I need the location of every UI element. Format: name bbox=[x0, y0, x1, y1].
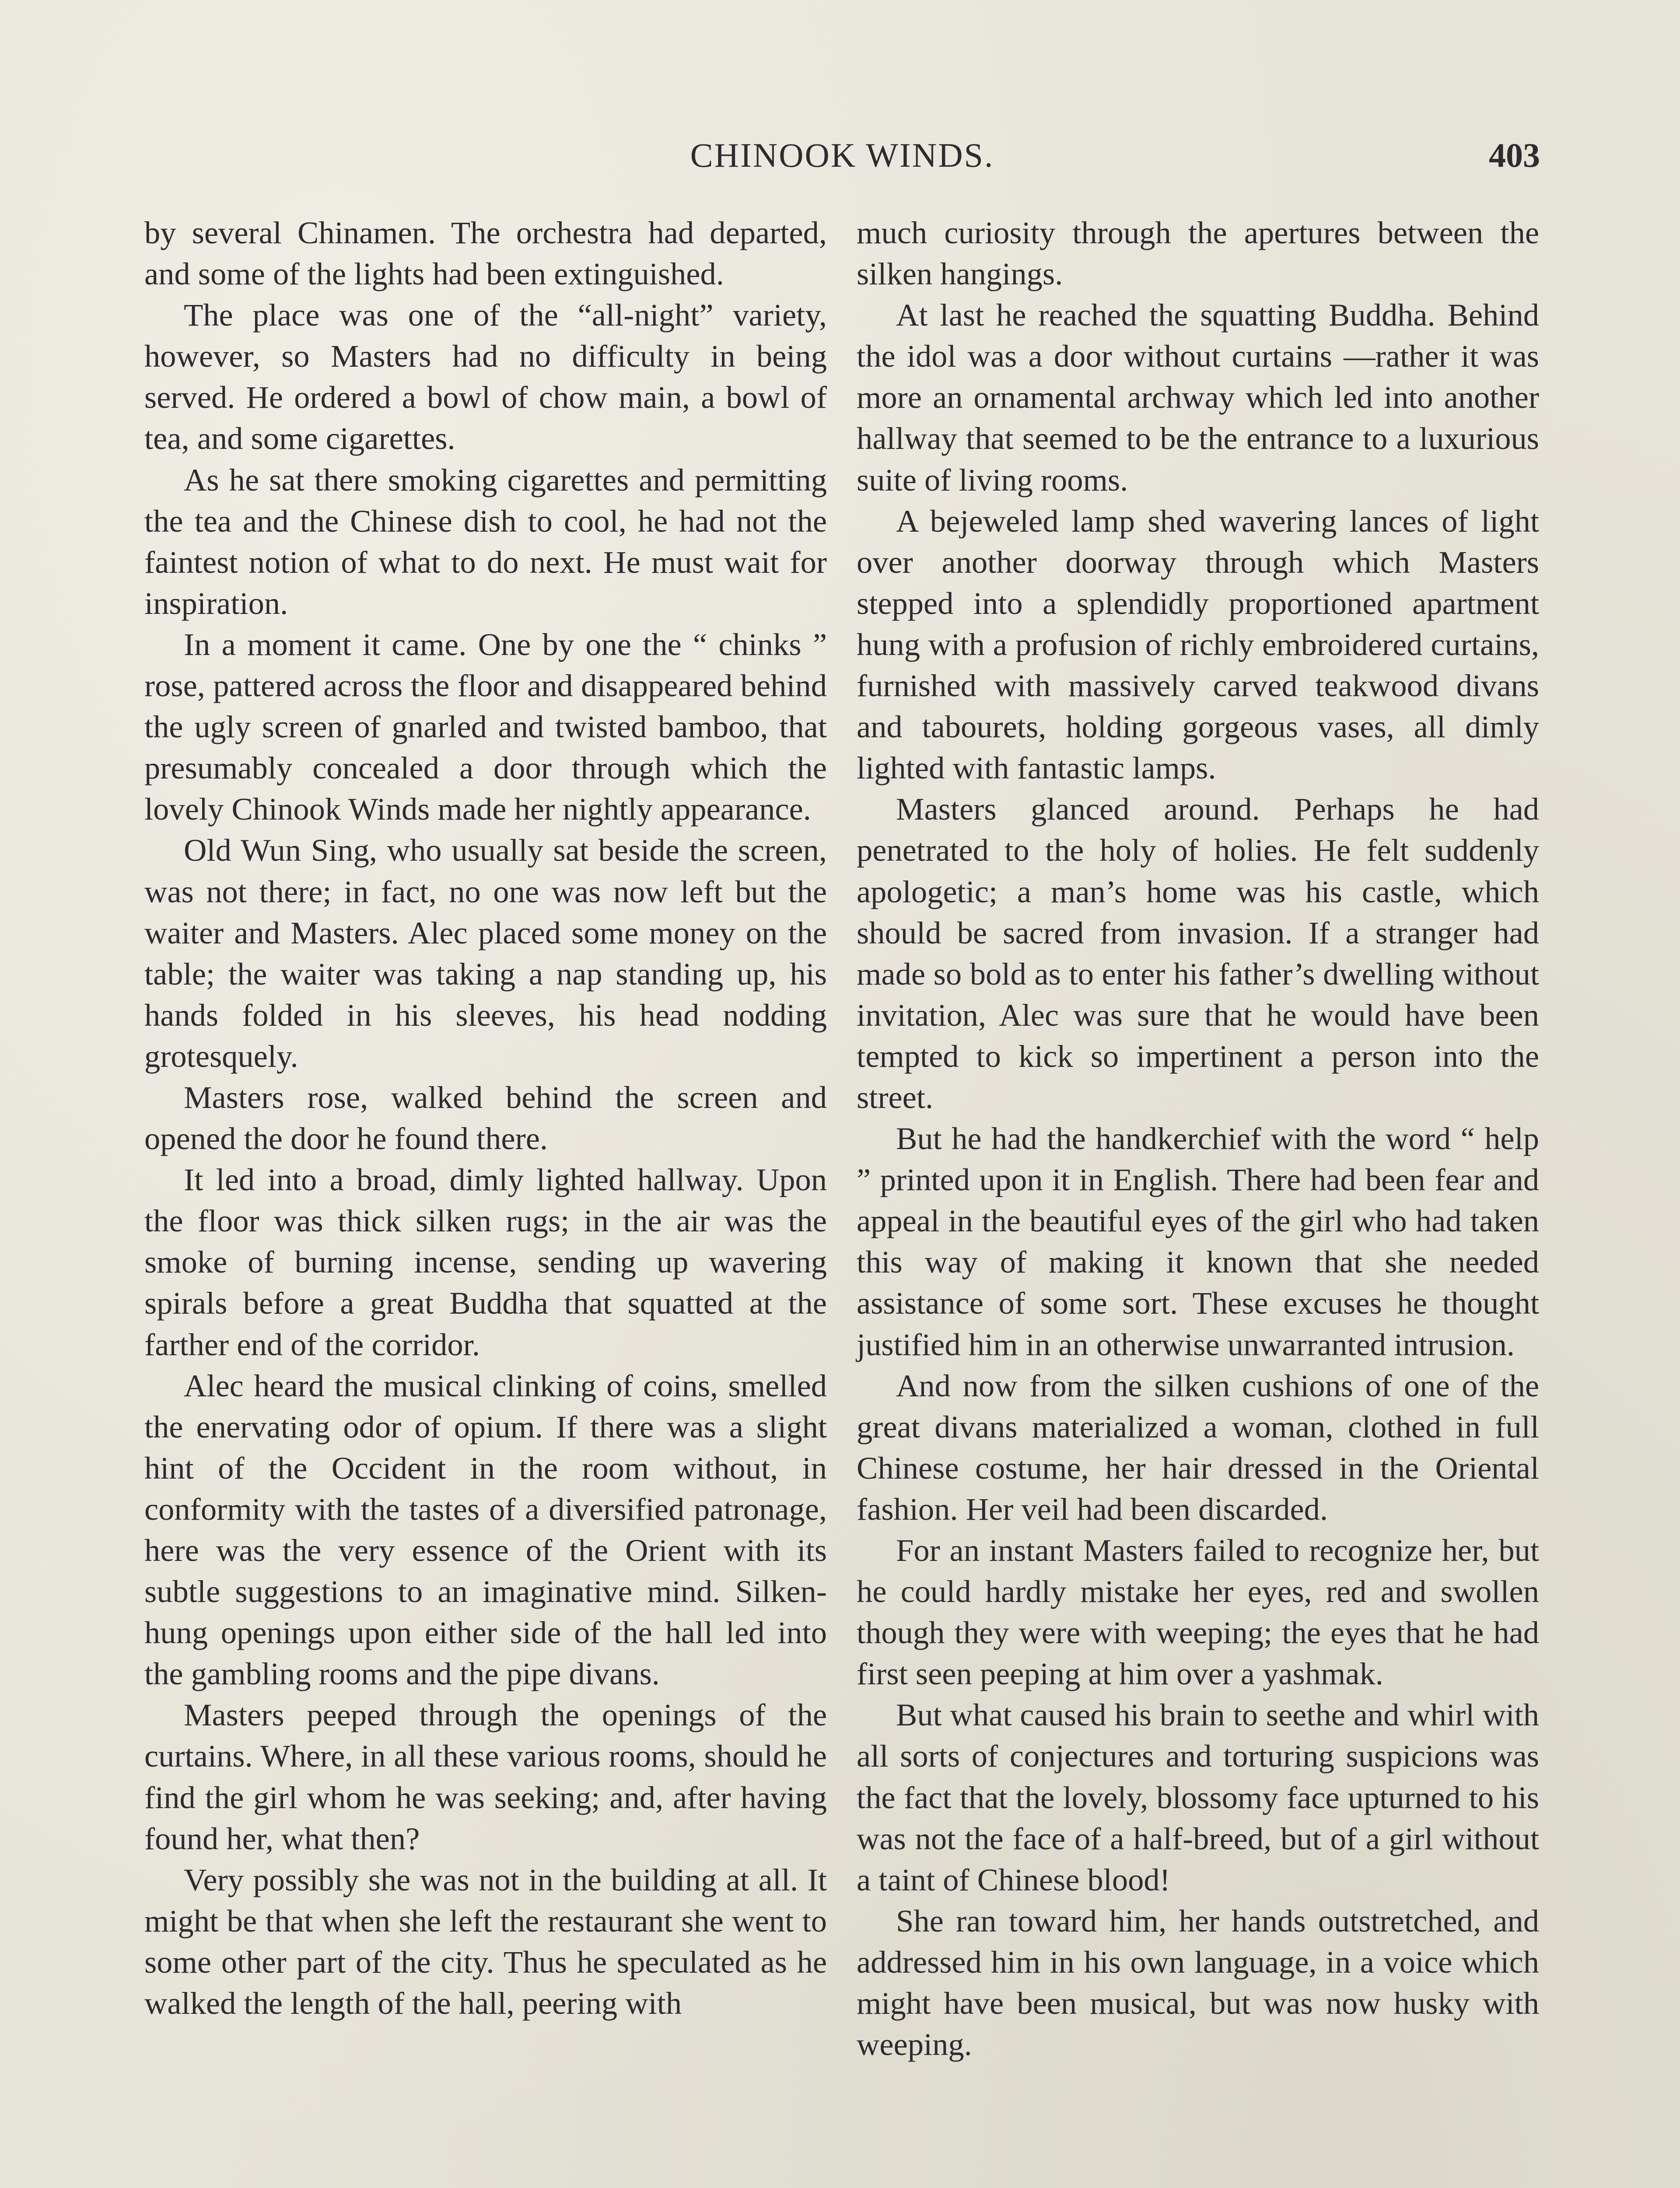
page-header bbox=[144, 125, 1540, 190]
paragraph: In a moment it came. One by one the “ chinks ” rose, pattered across the floor and disappeared behind the ugly screen of gnarled and twisted bamboo, that presumably concealed a door through which the lovely Chinook Winds made her nightly appearance. bbox=[144, 626, 827, 827]
paragraph: Masters peeped through the openings of the curtains. Where, in all these various rooms, should he find the girl whom he was seeking; and, after having found her, what then? bbox=[144, 1697, 827, 1856]
paragraph: Old Wun Sing, who usually sat beside the screen, was not there; in fact, no one was now left but the waiter and Masters. Alec placed some money on the table; the waiter was taking a nap standing up, his hands folded in his sleeves, his head nodding grotesquely. bbox=[144, 832, 827, 1074]
page-number: 403 bbox=[1489, 136, 1540, 174]
paragraph: Masters glanced around. Perhaps he had penetrated to the holy of holies. He felt suddenly apologetic; a man’s home was his castle, which should be sacred from invasion. If a stranger had made so bold as to enter his father’s dwelling without invitation, Alec was sure that he would have been tempted to kick so impertinent a person into the street. bbox=[857, 791, 1539, 1115]
paragraph: by several Chinamen. The orchestra had departed, and some of the lights had been extinguished. bbox=[144, 215, 827, 292]
paragraph: Masters rose, walked behind the screen and opened the door he found there. bbox=[144, 1079, 827, 1157]
paragraph: The place was one of the “all-night” variety, however, so Masters had no difficulty in being served. He ordered a bowl of chow main, a bowl of tea, and some cigarettes. bbox=[144, 297, 827, 456]
paragraph: At last he reached the squatting Buddha. Behind the idol was a door without curtains —rather it was more an ornamental archway which led into another hallway that seemed to be the entrance to a luxurious suite of living rooms. bbox=[857, 297, 1539, 498]
paragraph: But what caused his brain to seethe and whirl with all sorts of conjectures and torturing suspicions was the fact that the lovely, blossomy face upturned to his was not the face of a half-breed, but of a girl without a taint of Chinese blood! bbox=[857, 1697, 1539, 1897]
paragraph: And now from the silken cushions of one of the great divans materialized a woman, clothed in full Chinese costume, her hair dressed in the Oriental fashion. Her veil had been discarded. bbox=[857, 1368, 1539, 1527]
running-head: CHINOOK WINDS. bbox=[690, 136, 994, 174]
paragraph: much curiosity through the apertures between the silken hangings. bbox=[857, 215, 1539, 292]
paragraph: It led into a broad, dimly lighted hallway. Upon the floor was thick silken rugs; in the air was the smoke of burning incense, sending up wavering spirals before a great Buddha that squatted at the farther end of the corridor. bbox=[144, 1162, 827, 1362]
paragraph: A bejeweled lamp shed wavering lances of light over another doorway through which Masters stepped into a splendidly proportioned apartment hung with a profusion of richly embroidered curtains, furnished with massively carved teakwood divans and tabourets, holding gorgeous vases, all dimly lighted with fantastic lamps. bbox=[857, 503, 1539, 786]
right-column bbox=[857, 212, 1539, 2065]
paragraph: But he had the handkerchief with the word “ help ” printed upon it in English. There had been fear and appeal in the beautiful eyes of the girl who had taken this way of making it known that she needed assistance of some sort. These excuses he thought justified him in an otherwise unwarranted intrusion. bbox=[857, 1121, 1539, 1362]
left-column bbox=[144, 212, 827, 2024]
paragraph: Very possibly she was not in the building at all. It might be that when she left the restaurant she went to some other part of the city. Thus he speculated as he walked the length of the hall, peering with bbox=[144, 1862, 827, 2021]
paragraph: For an instant Masters failed to recognize her, but he could hardly mistake her eyes, red and swollen though they were with weeping; the eyes that he had first seen peeping at him over a yashmak. bbox=[857, 1532, 1539, 1692]
paragraph: As he sat there smoking cigarettes and permitting the tea and the Chinese dish to cool, he had not the faintest notion of what to do next. He must wait for inspiration. bbox=[144, 462, 827, 621]
paragraph: She ran toward him, her hands outstretched, and addressed him in his own language, in a voice which might have been musical, but was now husky with weeping. bbox=[857, 1903, 1539, 2062]
paragraph: Alec heard the musical clinking of coins, smelled the enervating odor of opium. If there was a slight hint of the Occident in the room without, in conformity with the tastes of a diversified patronage, here was the very essence of the Orient with its subtle suggestions to an imaginative mind. Silken-hung openings upon either side of the hall led into the gambling rooms and the pipe divans. bbox=[144, 1368, 827, 1692]
